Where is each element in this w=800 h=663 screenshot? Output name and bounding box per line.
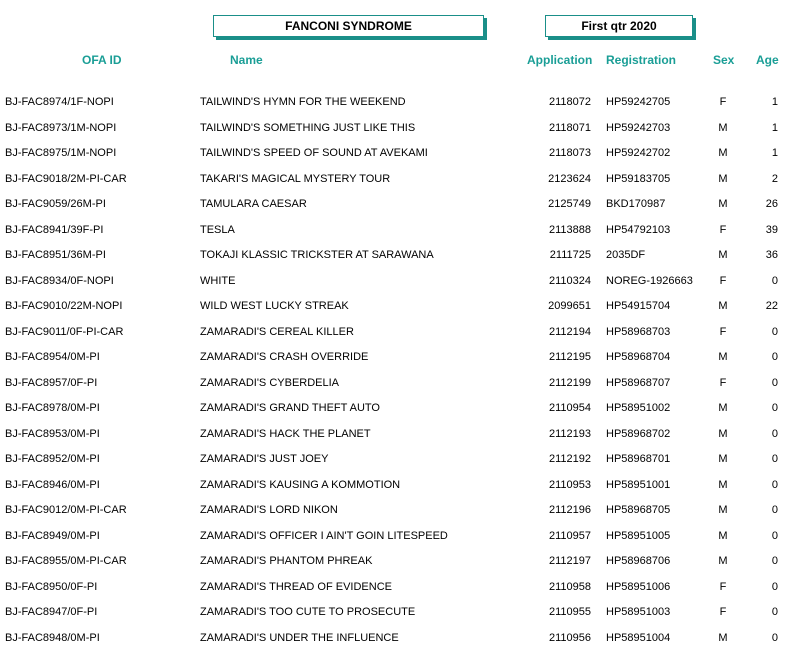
cell-application: 2099651 — [548, 300, 591, 312]
cell-registration: HP58968703 — [606, 325, 671, 338]
cell-age: 22 — [765, 300, 778, 312]
cell-age: 0 — [771, 631, 778, 644]
cell-registration: HP54915704 — [606, 300, 671, 312]
table-row — [0, 475, 800, 501]
column-header-ofa-id: OFA ID — [82, 53, 122, 67]
cell-ofa-id: BJ-FAC8941/39F-PI — [5, 223, 104, 236]
cell-application: 2110954 — [548, 402, 591, 414]
cell-name: WHITE — [200, 274, 236, 287]
cell-application: 2125749 — [548, 198, 591, 210]
cell-sex: M — [718, 147, 728, 159]
cell-ofa-id: BJ-FAC8949/0M-PI — [5, 529, 100, 542]
cell-name: ZAMARADI'S JUST JOEY — [200, 453, 329, 465]
cell-application: 2112195 — [548, 351, 591, 363]
cell-age: 0 — [771, 274, 778, 287]
cell-application: 2113888 — [548, 223, 591, 236]
column-header-sex: Sex — [713, 53, 735, 67]
cell-name: TOKAJI KLASSIC TRICKSTER AT SARAWANA — [200, 249, 434, 261]
cell-age: 2 — [771, 172, 778, 185]
cell-sex: F — [719, 96, 727, 108]
cell-sex: F — [719, 223, 727, 236]
cell-sex: M — [718, 300, 728, 312]
table-row — [0, 245, 800, 271]
cell-application: 2112192 — [548, 453, 591, 465]
table-row — [0, 347, 800, 373]
table-row — [0, 92, 800, 118]
cell-registration: HP59183705 — [606, 172, 671, 185]
cell-sex: M — [718, 555, 728, 567]
cell-name: ZAMARADI'S TOO CUTE TO PROSECUTE — [200, 606, 416, 618]
cell-name: ZAMARADI'S GRAND THEFT AUTO — [200, 402, 380, 414]
cell-ofa-id: BJ-FAC8947/0F-PI — [5, 606, 98, 618]
cell-name: TAILWIND'S SPEED OF SOUND AT AVEKAMI — [200, 147, 428, 159]
cell-age: 0 — [771, 529, 778, 542]
cell-name: ZAMARADI'S CYBERDELIA — [200, 376, 340, 389]
column-header-age: Age — [756, 53, 779, 67]
cell-ofa-id: BJ-FAC8975/1M-NOPI — [5, 147, 117, 159]
column-header-application: Application — [527, 53, 593, 67]
table-row — [0, 551, 800, 577]
cell-application: 2118072 — [548, 96, 591, 108]
cell-registration: BKD170987 — [606, 198, 666, 210]
cell-sex: F — [719, 325, 727, 338]
cell-age: 0 — [771, 606, 778, 618]
cell-sex: M — [718, 198, 728, 210]
cell-ofa-id: BJ-FAC8934/0F-NOPI — [5, 274, 114, 287]
table-row — [0, 424, 800, 450]
cell-registration: 2035DF — [606, 249, 646, 261]
table-row — [0, 602, 800, 628]
cell-name: ZAMARADI'S PHANTOM PHREAK — [200, 555, 373, 567]
report-period: First qtr 2020 — [545, 15, 693, 37]
cell-name: TESLA — [200, 223, 235, 236]
column-header-name: Name — [230, 53, 263, 67]
cell-application: 2112197 — [548, 555, 591, 567]
cell-registration: NOREG-1926663 — [606, 274, 693, 287]
cell-registration: HP58951006 — [606, 580, 671, 593]
cell-registration: HP59242702 — [606, 147, 671, 159]
table-row — [0, 220, 800, 246]
cell-ofa-id: BJ-FAC8978/0M-PI — [5, 402, 100, 414]
cell-sex: F — [719, 606, 727, 618]
cell-ofa-id: BJ-FAC8952/0M-PI — [5, 453, 100, 465]
cell-name: ZAMARADI'S KAUSING A KOMMOTION — [200, 478, 401, 491]
cell-name: TAILWIND'S SOMETHING JUST LIKE THIS — [200, 121, 416, 134]
cell-name: ZAMARADI'S UNDER THE INFLUENCE — [200, 631, 399, 644]
cell-registration: HP58951002 — [606, 402, 671, 414]
cell-ofa-id: BJ-FAC8950/0F-PI — [5, 580, 98, 593]
cell-ofa-id: BJ-FAC9018/2M-PI-CAR — [5, 172, 127, 185]
cell-application: 2110953 — [548, 478, 591, 491]
cell-application: 2118071 — [548, 121, 591, 134]
cell-sex: M — [718, 504, 728, 516]
cell-age: 0 — [771, 580, 778, 593]
cell-sex: M — [718, 402, 728, 414]
cell-registration: HP58951001 — [606, 478, 671, 491]
cell-name: ZAMARADI'S HACK THE PLANET — [200, 427, 371, 440]
table-row — [0, 628, 800, 654]
cell-ofa-id: BJ-FAC8948/0M-PI — [5, 631, 100, 644]
cell-registration: HP58968707 — [606, 376, 671, 389]
cell-age: 1 — [771, 147, 778, 159]
cell-sex: M — [718, 631, 728, 644]
table-row — [0, 373, 800, 399]
cell-registration: HP54792103 — [606, 223, 671, 236]
cell-sex: M — [718, 249, 728, 261]
cell-registration: HP58968705 — [606, 504, 671, 516]
cell-application: 2112194 — [548, 325, 591, 338]
cell-application: 2110957 — [548, 529, 591, 542]
cell-application: 2110324 — [548, 274, 591, 287]
cell-application: 2110955 — [548, 606, 591, 618]
cell-sex: F — [719, 376, 727, 389]
cell-ofa-id: BJ-FAC8953/0M-PI — [5, 427, 100, 440]
cell-name: ZAMARADI'S LORD NIKON — [200, 504, 338, 516]
cell-ofa-id: BJ-FAC9012/0M-PI-CAR — [5, 504, 127, 516]
table-row — [0, 143, 800, 169]
cell-sex: F — [719, 580, 727, 593]
cell-registration: HP58951003 — [606, 606, 671, 618]
table-row — [0, 194, 800, 220]
cell-name: ZAMARADI'S CEREAL KILLER — [200, 325, 354, 338]
cell-registration: HP58951005 — [606, 529, 671, 542]
cell-application: 2112199 — [548, 376, 591, 389]
cell-ofa-id: BJ-FAC8954/0M-PI — [5, 351, 100, 363]
cell-ofa-id: BJ-FAC8946/0M-PI — [5, 478, 100, 491]
table-row — [0, 271, 800, 297]
cell-name: ZAMARADI'S THREAD OF EVIDENCE — [200, 580, 392, 593]
cell-ofa-id: BJ-FAC8974/1F-NOPI — [5, 96, 114, 108]
cell-ofa-id: BJ-FAC9010/22M-NOPI — [5, 300, 123, 312]
cell-age: 26 — [765, 198, 778, 210]
cell-sex: M — [718, 427, 728, 440]
cell-sex: M — [718, 351, 728, 363]
cell-registration: HP59242703 — [606, 121, 671, 134]
table-row — [0, 322, 800, 348]
cell-name: ZAMARADI'S CRASH OVERRIDE — [200, 351, 369, 363]
cell-sex: M — [718, 529, 728, 542]
cell-sex: M — [718, 172, 728, 185]
cell-name: WILD WEST LUCKY STREAK — [200, 300, 349, 312]
cell-registration: HP58951004 — [606, 631, 671, 644]
cell-sex: F — [719, 274, 727, 287]
report-title: FANCONI SYNDROME — [213, 15, 484, 37]
cell-name: ZAMARADI'S OFFICER I AIN'T GOIN LITESPEED — [200, 529, 448, 542]
cell-application: 2112196 — [548, 504, 591, 516]
cell-age: 0 — [771, 453, 778, 465]
records-table — [0, 92, 800, 653]
cell-sex: M — [718, 121, 728, 134]
cell-ofa-id: BJ-FAC9011/0F-PI-CAR — [5, 325, 124, 338]
cell-application: 2118073 — [548, 147, 591, 159]
column-header-registration: Registration — [606, 53, 677, 67]
cell-registration: HP59242705 — [606, 96, 671, 108]
cell-registration: HP58968706 — [606, 555, 671, 567]
cell-age: 0 — [771, 402, 778, 414]
cell-registration: HP58968701 — [606, 453, 671, 465]
cell-age: 0 — [771, 325, 778, 338]
cell-application: 2112193 — [548, 427, 591, 440]
table-row — [0, 500, 800, 526]
cell-age: 0 — [771, 504, 778, 516]
cell-age: 0 — [771, 351, 778, 363]
cell-age: 0 — [771, 478, 778, 491]
cell-sex: M — [718, 478, 728, 491]
cell-ofa-id: BJ-FAC8955/0M-PI-CAR — [5, 555, 127, 567]
cell-name: TAILWIND'S HYMN FOR THE WEEKEND — [200, 96, 406, 108]
table-row — [0, 398, 800, 424]
cell-age: 39 — [765, 223, 778, 236]
table-row — [0, 577, 800, 603]
cell-registration: HP58968704 — [606, 351, 671, 363]
cell-ofa-id: BJ-FAC8957/0F-PI — [5, 376, 98, 389]
cell-registration: HP58968702 — [606, 427, 671, 440]
cell-age: 1 — [771, 96, 778, 108]
cell-age: 36 — [765, 249, 778, 261]
cell-ofa-id: BJ-FAC8951/36M-PI — [5, 249, 106, 261]
cell-ofa-id: BJ-FAC9059/26M-PI — [5, 198, 106, 210]
cell-application: 2110958 — [548, 580, 591, 593]
table-row — [0, 449, 800, 475]
cell-application: 2110956 — [548, 631, 591, 644]
table-row — [0, 118, 800, 144]
cell-name: TAMULARA CAESAR — [200, 198, 307, 210]
table-row — [0, 526, 800, 552]
cell-age: 1 — [771, 121, 778, 134]
cell-sex: M — [718, 453, 728, 465]
cell-ofa-id: BJ-FAC8973/1M-NOPI — [5, 121, 117, 134]
cell-age: 0 — [771, 427, 778, 440]
table-row — [0, 169, 800, 195]
cell-application: 2123624 — [548, 172, 591, 185]
table-row — [0, 296, 800, 322]
cell-age: 0 — [771, 376, 778, 389]
cell-application: 2111725 — [549, 249, 591, 261]
cell-age: 0 — [771, 555, 778, 567]
cell-name: TAKARI'S MAGICAL MYSTERY TOUR — [200, 172, 391, 185]
